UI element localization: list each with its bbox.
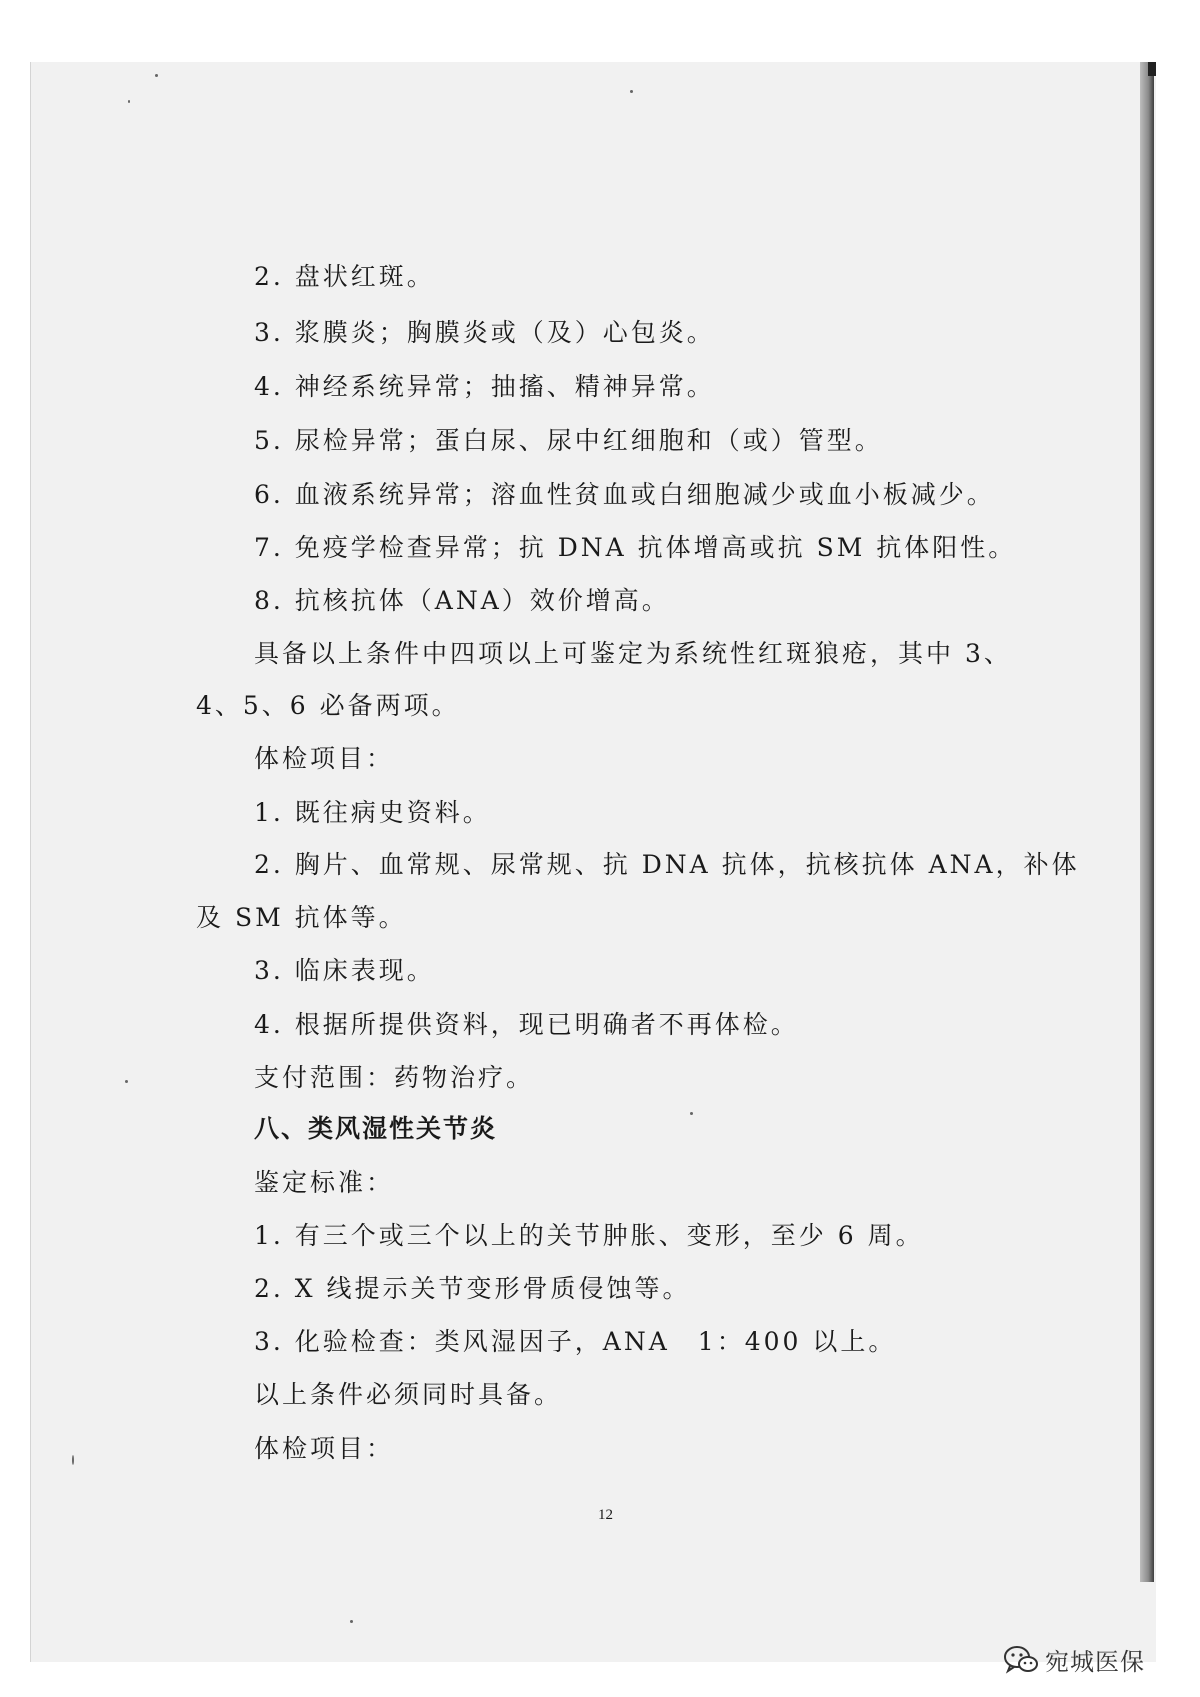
text-line: 2. 胸片、血常规、尿常规、抗 DNA 抗体，抗核抗体 ANA，补体 xyxy=(254,850,1080,879)
text-line: 7. 免疫学检查异常；抗 DNA 抗体增高或抗 SM 抗体阳性。 xyxy=(254,533,1017,562)
page-number: 12 xyxy=(598,1507,613,1523)
scan-speck xyxy=(690,1112,693,1115)
text-line: 5. 尿检异常；蛋白尿、尿中红细胞和（或）管型。 xyxy=(254,426,883,455)
text-line: 4、5、6 必备两项。 xyxy=(196,691,460,720)
text-line: 2. X 线提示关节变形骨质侵蚀等。 xyxy=(254,1274,691,1303)
text-line: 2. 盘状红斑。 xyxy=(254,262,435,291)
page-edge-corner xyxy=(1148,62,1156,76)
text-line: 4. 神经系统异常；抽搐、精神异常。 xyxy=(254,372,715,401)
watermark xyxy=(1003,1642,1145,1677)
text-line: 及 SM 抗体等。 xyxy=(196,903,407,932)
scan-speck xyxy=(630,90,633,93)
text-line: 1. 有三个或三个以上的关节肿胀、变形，至少 6 周。 xyxy=(254,1221,924,1250)
text-line: 6. 血液系统异常；溶血性贫血或白细胞减少或血小板减少。 xyxy=(254,480,995,509)
section-label: 体检项目： xyxy=(254,1434,395,1463)
scan-speck xyxy=(72,1455,74,1465)
scan-speck xyxy=(125,1080,128,1083)
section-label: 鉴定标准： xyxy=(254,1168,395,1197)
section-heading: 八、类风湿性关节炎 xyxy=(254,1114,498,1143)
text-line: 3. 化验检查：类风湿因子，ANA 1：400 以上。 xyxy=(254,1327,897,1356)
section-label: 体检项目： xyxy=(254,744,395,773)
text-line: 3. 浆膜炎；胸膜炎或（及）心包炎。 xyxy=(254,318,715,347)
scan-speck xyxy=(350,1620,353,1623)
text-line: 8. 抗核抗体（ANA）效价增高。 xyxy=(254,586,670,615)
text-line: 以上条件必须同时具备。 xyxy=(254,1380,563,1409)
text-line: 3. 临床表现。 xyxy=(254,956,435,985)
text-line: 具备以上条件中四项以上可鉴定为系统性红斑狼疮，其中 3、 xyxy=(254,639,1012,668)
scan-speck xyxy=(155,74,158,77)
watermark-text: 宛城医保 xyxy=(1045,1648,1145,1676)
page-edge-shadow xyxy=(1140,62,1154,1582)
text-line: 支付范围：药物治疗。 xyxy=(254,1063,535,1092)
scan-speck xyxy=(128,100,130,103)
text-line: 4. 根据所提供资料，现已明确者不再体检。 xyxy=(254,1010,799,1039)
text-line: 1. 既往病史资料。 xyxy=(254,798,491,827)
wechat-icon xyxy=(1003,1644,1039,1676)
